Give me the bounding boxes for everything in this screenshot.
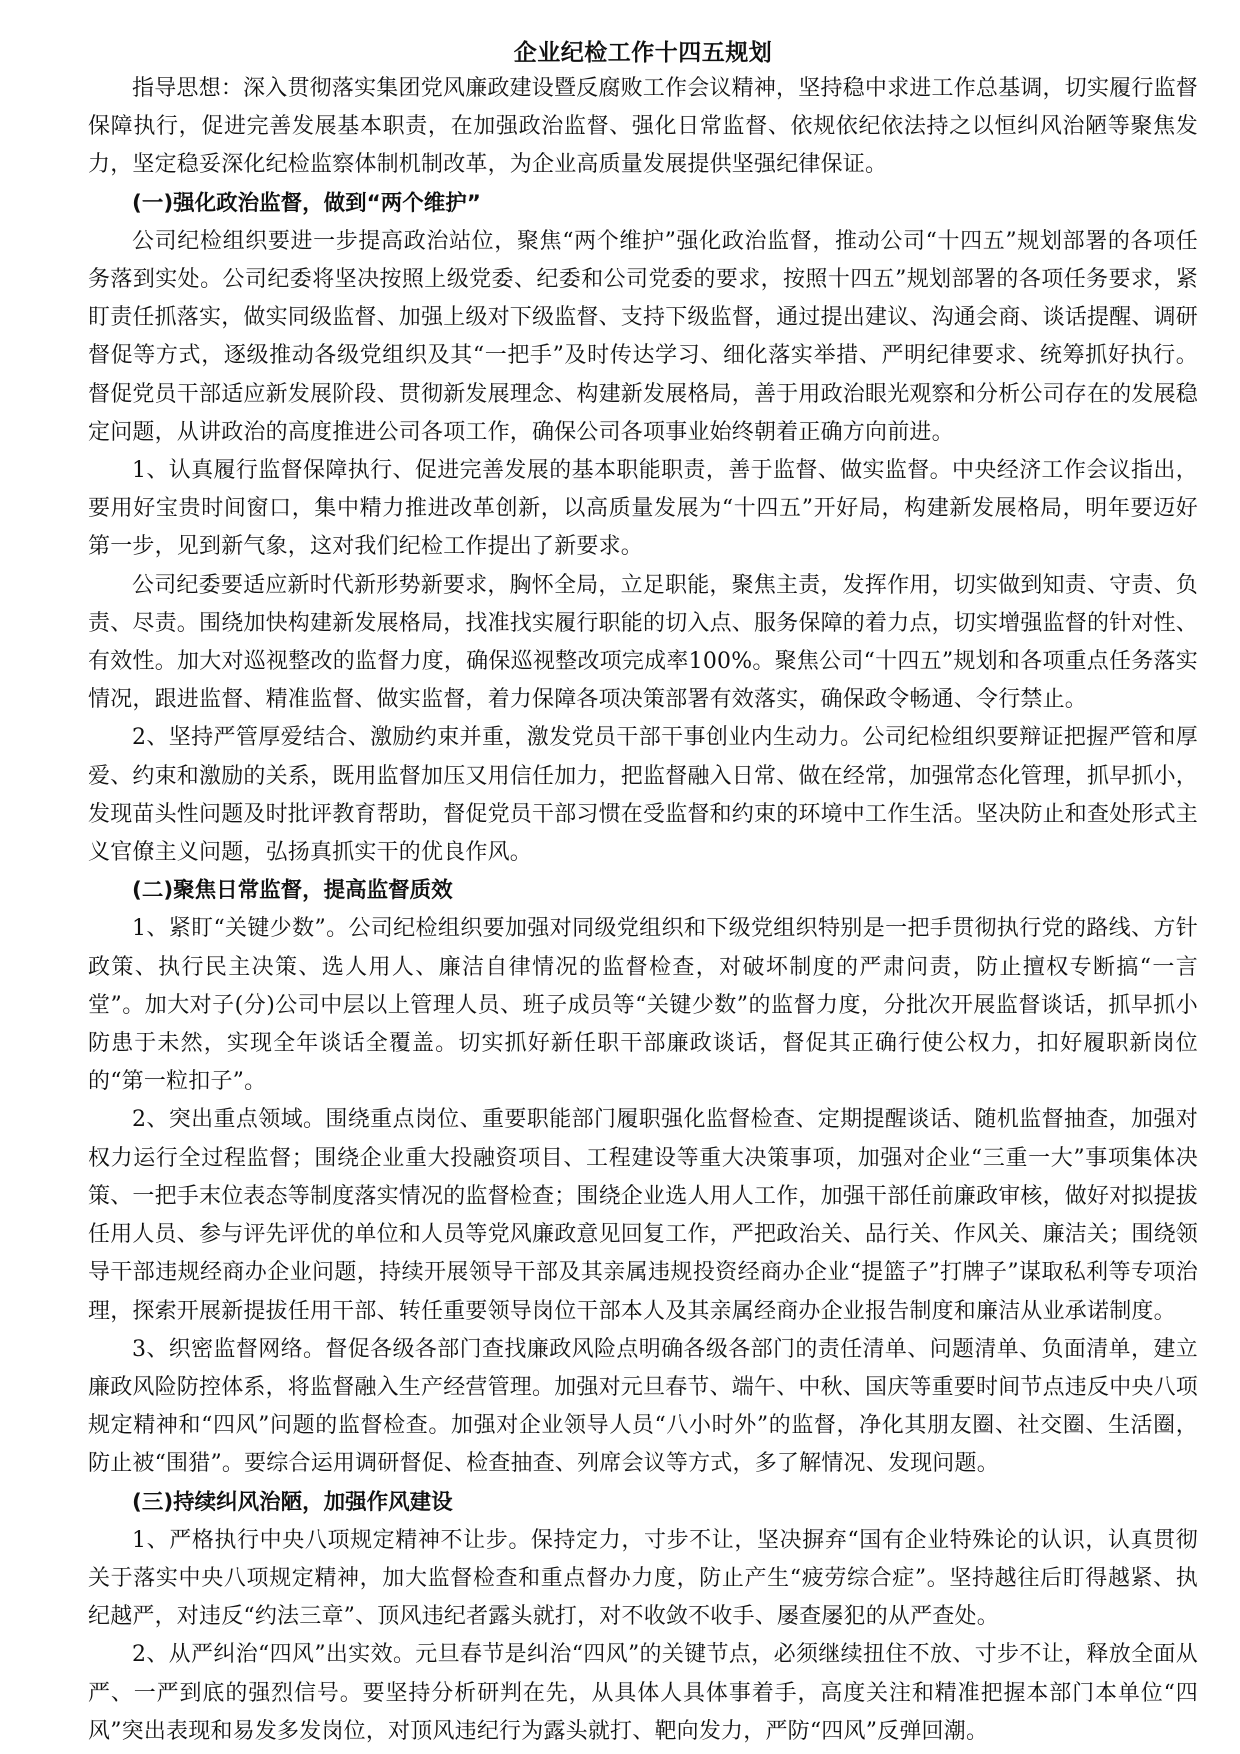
section-1-paragraph-2: 1、认真履行监督保障执行、促进完善发展的基本职能职责，善于监督、做实监督。中央经济工作会议指出，要用好宝贵时间窗口，集中精力推进改革创新，以高质量发展为“十四五”开好局，构建新发展格局，明年要迈好第一步，见到新气象，这对我们纪检工作提出了新要求。	[88, 458, 1198, 560]
section-3-paragraph-2: 2、从严纠治“四风”出实效。元旦春节是纠治“四风”的关键节点，必须继续扭住不放、寸步不让，释放全面从严、一严到底的强烈信号。要坚持分析研判在先，从具体人具体事着手，高度关注和精准把握本部门本单位“四风”突出表现和易发多发岗位，对顶风违纪行为露头就打、靶向发力，严防“四风”反弹回潮。	[88, 1642, 1198, 1744]
section-1-paragraph-1: 公司纪检组织要进一步提高政治站位，聚焦“两个维护”强化政治监督，推动公司“十四五”规划部署的各项任务落到实处。公司纪委将坚决按照上级党委、纪委和公司党委的要求，按照十四五”规划部署的各项任务要求，紧盯责任抓落实，做实同级监督、加强上级对下级监督、支持下级监督，通过提出建议、沟通会商、谈话提醒、调研督促等方式，逐级推动各级党组织及其“一把手”及时传达学习、细化落实举措、严明纪律要求、统筹抓好执行。督促党员干部适应新发展阶段、贯彻新发展理念、构建新发展格局，善于用政治眼光观察和分析公司存在的发展稳定问题，从讲政治的高度推进公司各项工作，确保公司各项事业始终朝着正确方向前进。	[88, 228, 1199, 445]
section-1-heading: (一)强化政治监督，做到“两个维护”	[132, 190, 481, 216]
document-title: 企业纪检工作十四五规划	[513, 40, 773, 66]
section-1-paragraph-3: 公司纪委要适应新时代新形势新要求，胸怀全局，立足职能，聚焦主责，发挥作用，切实做到知责、守责、负责、尽责。围绕加快构建新发展格局，找准找实履行职能的切入点、服务保障的着力点，切实增强监督的针对性、有效性。加大对巡视整改的监督力度，确保巡视整改项完成率100%。聚焦公司“十四五”规划和各项重点任务落实情况，跟进监督、精准监督、做实监督，着力保障各项决策部署有效落实，确保政令畅通、令行禁止。	[88, 572, 1199, 713]
section-1-paragraph-4: 2、坚持严管厚爱结合、激励约束并重，激发党员干部干事创业内生动力。公司纪检组织要辩证把握严管和厚爱、约束和激励的关系，既用监督加压又用信任加力，把监督融入日常、做在经常，加强常态化管理，抓早抓小，发现苗头性问题及时批评教育帮助，督促党员干部习惯在受监督和约束的环境中工作生活。坚决防止和查处形式主义官僚主义问题，弘扬真抓实干的优良作风。	[88, 725, 1199, 866]
section-2-paragraph-1: 1、紧盯“关键少数”。公司纪检组织要加强对同级党组织和下级党组织特别是一把手贯彻执行党的路线、方针政策、执行民主决策、选人用人、廉洁自律情况的监督检查，对破坏制度的严肃问责，防止擅权专断搞“一言堂”。加大对子(分)公司中层以上管理人员、班子成员等“关键少数”的监督力度，分批次开展监督谈话，抓早抓小防患于未然，实现全年谈话全覆盖。切实抓好新任职干部廉政谈话，督促其正确行使公权力，扣好履职新岗位的“第一粒扣子”。	[88, 916, 1198, 1095]
section-2-paragraph-3: 3、织密监督网络。督促各级各部门查找廉政风险点明确各级各部门的责任清单、问题清单、负面清单，建立廉政风险防控体系，将监督融入生产经营管理。加强对元旦春节、端午、中秋、国庆等重要时间节点违反中央八项规定精神和“四风”问题的监督检查。加强对企业领导人员“八小时外”的监督，净化其朋友圈、社交圈、生活圈，防止被“围猎”。要综合运用调研督促、检查抽查、列席会议等方式，多了解情况、发现问题。	[88, 1336, 1199, 1477]
section-3-heading: (三)持续纠风治陋，加强作风建设	[132, 1489, 453, 1515]
section-2-heading: (二)聚焦日常监督，提高监督质效	[132, 878, 453, 904]
document-page	[88, 36, 1198, 1751]
section-2-paragraph-2: 2、突出重点领域。围绕重点岗位、重要职能部门履职强化监督检查、定期提醒谈话、随机监督抽查，加强对权力运行全过程监督；围绕企业重大投融资项目、工程建设等重大决策事项，加强对企业“三重一大”事项集体决策、一把手末位表态等制度落实情况的监督检查；围绕企业选人用人工作，加强干部任前廉政审核，做好对拟提拔任用人员、参与评先评优的单位和人员等党风廉政意见回复工作，严把政治关、品行关、作风关、廉洁关；围绕领导干部违规经商办企业问题，持续开展领导干部及其亲属违规投资经商办企业“提篮子”打牌子”谋取私利等专项治理，探索开展新提拔任用干部、转任重要领导岗位干部本人及其亲属经商办企业报告制度和廉洁从业承诺制度。	[88, 1107, 1199, 1324]
section-3-paragraph-1: 1、严格执行中央八项规定精神不让步。保持定力，寸步不让，坚决摒弃“国有企业特殊论的认识，认真贯彻关于落实中央八项规定精神，加大监督检查和重点督办力度，防止产生“疲劳综合症”。坚持越往后盯得越紧、执纪越严，对违反“约法三章”、顶风违纪者露头就打，对不收敛不收手、屡查屡犯的从严查处。	[88, 1527, 1198, 1630]
intro-paragraph: 指导思想：深入贯彻落实集团党风廉政建设暨反腐败工作会议精神，坚持稳中求进工作总基调，切实履行监督保障执行，促进完善发展基本职责，在加强政治监督、强化日常监督、依规依纪依法持之以恒纠风治陋等聚焦发力，坚定稳妥深化纪检监察体制机制改革，为企业高质量发展提供坚强纪律保证。	[88, 76, 1198, 178]
